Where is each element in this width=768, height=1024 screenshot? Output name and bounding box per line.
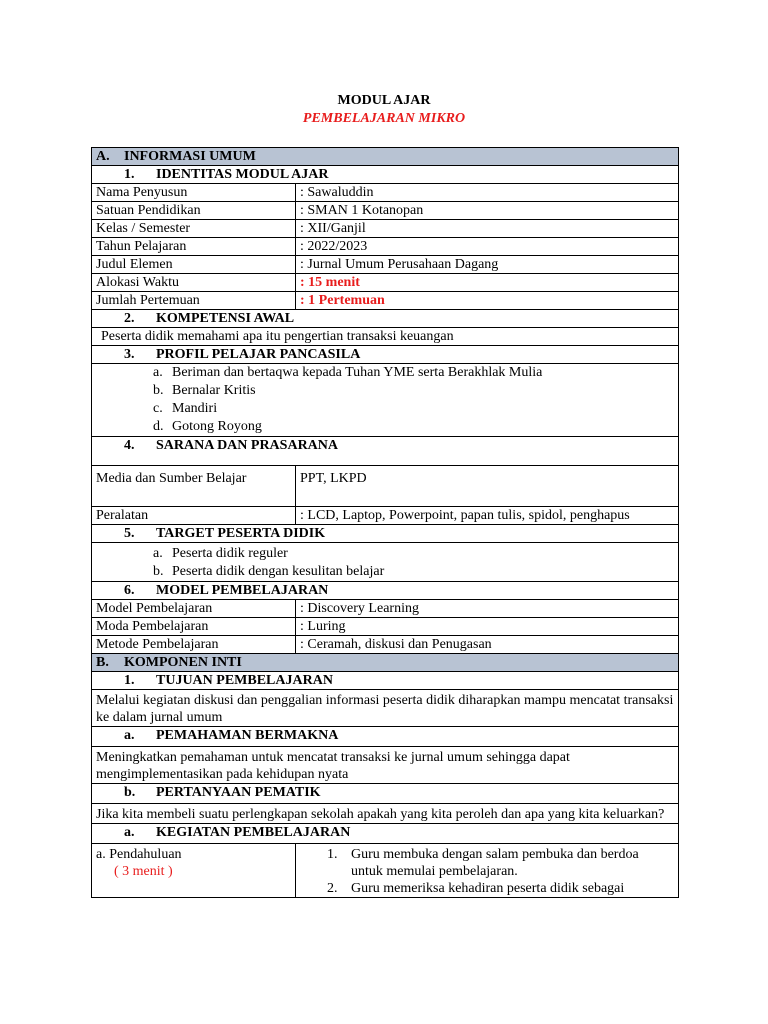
- pertanyaan-header: b. PERTANYAAN PEMATIK: [92, 784, 679, 804]
- pemahaman-header: a. PEMAHAMAN BERMAKNA: [92, 727, 679, 747]
- profil-header: 3. PROFIL PELAJAR PANCASILA: [92, 346, 679, 364]
- section-a-header: A. INFORMASI UMUM: [92, 148, 679, 166]
- table-row: Kelas / Semester : XII/Ganjil: [92, 220, 679, 238]
- table-row: Peralatan : LCD, Laptop, Powerpoint, papan tulis, spidol, penghapus: [92, 507, 679, 525]
- table-row: Media dan Sumber Belajar PPT, LKPD: [92, 466, 679, 507]
- pendahuluan-cell: a. Pendahuluan ( 3 menit ): [92, 844, 296, 898]
- table-row: Satuan Pendidikan : SMAN 1 Kotanopan: [92, 202, 679, 220]
- tujuan-header: 1. TUJUAN PEMBELAJARAN: [92, 672, 679, 690]
- pertanyaan-text: Jika kita membeli suatu perlengkapan sekolah apakah yang kita peroleh dan apa yang kita keluarkan?: [92, 804, 679, 824]
- table-row: Nama Penyusun : Sawaluddin: [92, 184, 679, 202]
- table-row: Model Pembelajaran : Discovery Learning: [92, 600, 679, 618]
- list-item: b. Peserta didik dengan kesulitan belajar: [153, 564, 385, 579]
- sarana-header: 4. SARANA DAN PRASARANA: [92, 437, 679, 466]
- identitas-header: 1. IDENTITAS MODUL AJAR: [92, 166, 679, 184]
- alokasi-waktu-value: 15 menit: [308, 275, 360, 290]
- model-header: 6. MODEL PEMBELAJARAN: [92, 582, 679, 600]
- kompetensi-header: 2. KOMPETENSI AWAL: [92, 310, 679, 328]
- target-header: 5. TARGET PESERTA DIDIK: [92, 525, 679, 543]
- list-item: b. Bernalar Kritis: [153, 383, 256, 398]
- pendahuluan-time: ( 3 menit ): [114, 864, 173, 879]
- pendahuluan-steps: [296, 844, 679, 898]
- table-row: Tahun Pelajaran : 2022/2023: [92, 238, 679, 256]
- tujuan-text: Melalui kegiatan diskusi dan penggalian informasi peserta didik diharapkan mampu mencatat transaksi ke dalam jurnal umum: [92, 690, 679, 727]
- list-item: d. Gotong Royong: [153, 419, 262, 434]
- list-item: a. Peserta didik reguler: [153, 546, 288, 561]
- table-row: Judul Elemen : Jurnal Umum Perusahaan Dagang: [92, 256, 679, 274]
- table-row: Jumlah Pertemuan : 1 Pertemuan: [92, 292, 679, 310]
- kompetensi-text: Peserta didik memahami apa itu pengertian transaksi keuangan: [92, 328, 679, 346]
- target-list: [92, 543, 679, 582]
- list-item: 1. Guru membuka dengan salam pembuka dan berdoa untuk memulai pembelajaran.: [327, 847, 639, 879]
- document-subtitle: PEMBELAJARAN MIKRO: [302, 111, 466, 126]
- table-row: [92, 844, 679, 898]
- profil-list: [92, 364, 679, 437]
- kegiatan-header: a. KEGIATAN PEMBELAJARAN: [92, 824, 679, 844]
- module-table: [91, 147, 679, 898]
- jumlah-pertemuan-value: 1 Pertemuan: [308, 293, 385, 308]
- table-row: Metode Pembelajaran : Ceramah, diskusi dan Penugasan: [92, 636, 679, 654]
- document-title: MODUL AJAR: [337, 93, 431, 108]
- list-item: 2. Guru memeriksa kehadiran peserta didik sebagai: [327, 881, 625, 896]
- list-item: a. Beriman dan bertaqwa kepada Tuhan YME serta Berakhlak Mulia: [153, 365, 543, 380]
- table-row: Alokasi Waktu : 15 menit: [92, 274, 679, 292]
- pemahaman-text: Meningkatkan pemahaman untuk mencatat transaksi ke jurnal umum sehingga dapat mengimplementasikan pada kehidupan nyata: [92, 747, 679, 784]
- table-row: Moda Pembelajaran : Luring: [92, 618, 679, 636]
- section-b-header: B. KOMPONEN INTI: [92, 654, 679, 672]
- list-item: c. Mandiri: [153, 401, 218, 416]
